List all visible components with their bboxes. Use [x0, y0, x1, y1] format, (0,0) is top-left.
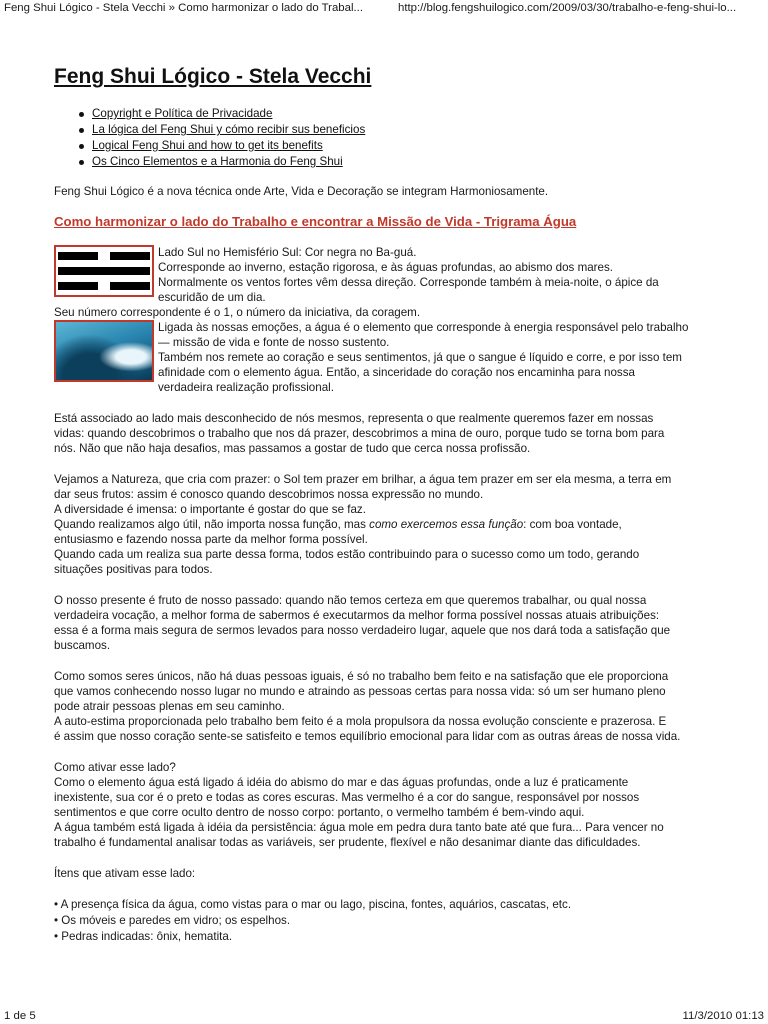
text-line: que vamos conhecendo nosso lugar no mundo e atraindo as pessoas certas para nossa vida: só um ser humano pleno	[54, 685, 666, 698]
wave-block	[54, 320, 714, 395]
text-line: Como o elemento água está ligado á idéia do abismo do mar e das águas profundas, onde a luz é praticamente	[54, 776, 629, 789]
trigram-solid-line	[58, 267, 150, 275]
list-item: • Pedras indicadas: ônix, hematita.	[54, 930, 233, 943]
nav-link-logical-en[interactable]: Logical Feng Shui and how to get its benefits	[92, 139, 323, 152]
text-line: Como somos seres únicos, não há duas pessoas iguais, é só no trabalho bem feito e na satisfação que ele proporciona	[54, 670, 669, 683]
text-line: Ligada às nossas emoções, a água é o elemento que corresponde à energia responsável pelo trabalho	[158, 321, 689, 334]
nav-item	[92, 138, 714, 154]
trigram-broken-line-left	[58, 282, 98, 290]
paragraph-5	[54, 760, 714, 850]
ocean-wave-image	[54, 320, 154, 382]
text-line: essa é a forma mais segura de sermos levados para nosso verdadeiro lugar, aquele que nos dará toda a satisfação que	[54, 624, 671, 637]
text-line: vidas: quando descobrimos o trabalho que nos dá prazer, descobrimos a mina de ouro, porque tudo se torna bom para	[54, 427, 665, 440]
nav-item	[92, 154, 714, 170]
nav-link-logica-es[interactable]: La lógica del Feng Shui y cómo recibir sus beneficios	[92, 123, 366, 136]
text-line: verdadeira vocação, a melhor forma de sabermos é executarmos da melhor forma possível nossas atuais atribuições:	[54, 609, 660, 622]
text-line: trabalho é fundamental analisar todas as variáveis, ser prudente, flexível e não desanimar diante das dificuldades.	[54, 836, 641, 849]
trigram-block	[54, 245, 714, 305]
text-line: sentimentos e que corre oculto dentro de nosso corpo: portanto, o vermelho também é bem-vindo aqui.	[54, 806, 585, 819]
text-line: Normalmente os ventos fortes vêm dessa direção. Corresponde também à meia-noite, o ápice da	[158, 276, 659, 289]
nav-item	[92, 106, 714, 122]
site-tagline: Feng Shui Lógico é a nova técnica onde Arte, Vida e Decoração se integram Harmoniosamente.	[54, 185, 549, 198]
list-item: • A presença física da água, como vistas para o mar ou lago, piscina, fontes, aquários, cascatas, etc.	[54, 898, 572, 911]
text-line: Corresponde ao inverno, estação rigorosa, e às águas profundas, ao abismo dos mares.	[158, 261, 613, 274]
water-trigram-image	[54, 245, 154, 297]
text-line	[54, 517, 714, 532]
text-line: dar seus frutos: assim é conosco quando descobrimos nossa expressão no mundo.	[54, 488, 484, 501]
text-line: situações positivas para todos.	[54, 563, 213, 576]
text-line: — missão de vida e fonte de nosso sustento.	[158, 336, 390, 349]
text-line: nós. Não que não haja desafios, mas passamos a gostar de tudo que cerca nossa profissão.	[54, 442, 531, 455]
paragraph-3	[54, 593, 714, 653]
nav-list	[54, 106, 714, 170]
emphasis-text: como exercemos essa função	[369, 518, 524, 531]
text-line: inexistente, sua cor é o preto e todas as cores escuras. Mas vermelho é a cor do sangue, responsável por nossos	[54, 791, 640, 804]
text-line: afinidade com o elemento água. Então, a sinceridade do coração nos encaminha para nossa	[158, 366, 635, 379]
trigram-broken-line-left	[58, 252, 98, 260]
paragraph-2	[54, 472, 714, 577]
text-line: A água também está ligada à idéia da persistência: água mole em pedra dura tanto bate até que fura... Para vencer no	[54, 821, 664, 834]
items-heading: Ítens que ativam esse lado:	[54, 867, 196, 880]
trigram-broken-line-right	[110, 252, 150, 260]
text-line: Está associado ao lado mais desconhecido de nós mesmos, representa o que realmente queremos fazer em nossas	[54, 412, 654, 425]
site-title[interactable]: Feng Shui Lógico - Stela Vecchi	[54, 65, 372, 88]
text-line: escuridão de um dia.	[158, 291, 266, 304]
text-line: O nosso presente é fruto de nosso passado: quando não temos certeza em que queremos trabalhar, ou qual nossa	[54, 594, 647, 607]
print-header	[0, 0, 768, 16]
paragraph-1	[54, 411, 714, 456]
text-line: buscamos.	[54, 639, 111, 652]
page-indicator: 1 de 5	[4, 1010, 36, 1022]
text-line: Quando cada um realiza sua parte dessa forma, todos estão contribuindo para o sucesso como um todo, gerando	[54, 548, 640, 561]
text-line: A diversidade é imensa: o importante é gostar do que se faz.	[54, 503, 366, 516]
print-page-title: Feng Shui Lógico - Stela Vecchi » Como harmonizar o lado do Trabal...	[4, 2, 364, 14]
print-datetime: 11/3/2010 01:13	[682, 1010, 764, 1022]
nav-link-copyright[interactable]: Copyright e Política de Privacidade	[92, 107, 273, 120]
text-line: verdadeira realização profissional.	[158, 381, 334, 394]
text-segment: : com boa vontade,	[523, 518, 622, 531]
text-line: Também nos remete ao coração e seus sentimentos, já que o sangue é líquido e corre, e por isso tem	[158, 351, 682, 364]
text-segment: Quando realizamos algo útil, não importa nossa função, mas	[54, 518, 370, 531]
text-line: Como ativar esse lado?	[54, 761, 176, 774]
text-line: entusiasmo e fazendo nossa parte da melhor forma possível.	[54, 533, 368, 546]
number-line: Seu número correspondente é o 1, o número da iniciativa, da coragem.	[54, 306, 421, 319]
text-line: A auto-estima proporcionada pelo trabalho bem feito é a mola propulsora da nossa evolução consciente e prazerosa. E	[54, 715, 667, 728]
nav-link-cinco-elementos[interactable]: Os Cinco Elementos e a Harmonia do Feng Shui	[92, 155, 343, 168]
text-line: é assim que nosso coração sente-se satisfeito e temos equilíbrio emocional para lidar com as outras áreas de nossa vida.	[54, 730, 681, 743]
text-line: pode atrair pessoas plenas em seu caminho.	[54, 700, 285, 713]
text-line: Vejamos a Natureza, que cria com prazer: o Sol tem prazer em brilhar, a água tem prazer em ser ela mesma, a terra em	[54, 473, 672, 486]
page-content	[54, 64, 714, 945]
list-item: • Os móveis e paredes em vidro; os espelhos.	[54, 914, 291, 927]
items-list	[54, 897, 714, 945]
trigram-broken-line-right	[110, 282, 150, 290]
print-url: http://blog.fengshuilogico.com/2009/03/30/trabalho-e-feng-shui-lo...	[398, 2, 737, 14]
text-line: Lado Sul no Hemisfério Sul: Cor negra no Ba-guá.	[158, 246, 417, 259]
paragraph-4	[54, 669, 714, 744]
post-title-link[interactable]: Como harmonizar o lado do Trabalho e encontrar a Missão de Vida - Trigrama Água	[54, 214, 577, 229]
nav-item	[92, 122, 714, 138]
